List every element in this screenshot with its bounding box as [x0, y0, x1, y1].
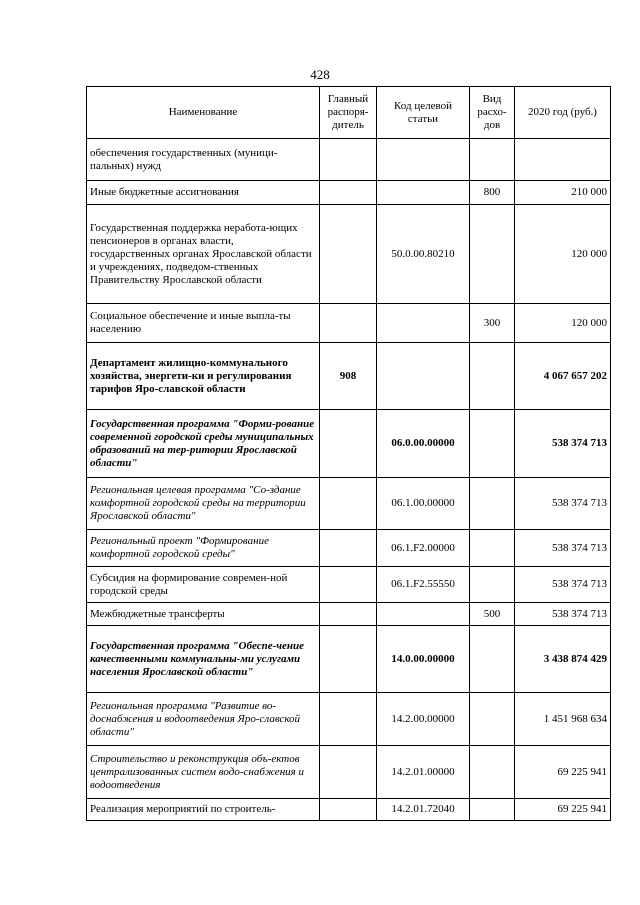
- row-name: Межбюджетные трансферты: [87, 603, 320, 626]
- row-amount: 69 225 941: [515, 746, 611, 799]
- table-row: [87, 626, 611, 693]
- row-name: Реализация мероприятий по строитель-: [87, 799, 320, 821]
- table-row: [87, 410, 611, 478]
- row-name: Департамент жилищно-коммунального хозяйства, энергети-ки и регулирования тарифов Яро-славской области: [87, 343, 320, 410]
- row-code: [377, 603, 470, 626]
- row-name: Иные бюджетные ассигнования: [87, 181, 320, 205]
- row-code: 14.2.01.72040: [377, 799, 470, 821]
- row-name: Региональная программа "Развитие во-доснабжения и водоотведения Яро-славской области": [87, 693, 320, 746]
- row-amount: 210 000: [515, 181, 611, 205]
- page-number: 428: [310, 67, 330, 82]
- row-amount: 538 374 713: [515, 478, 611, 530]
- row-admin: [320, 603, 377, 626]
- table-row: [87, 181, 611, 205]
- table-row: [87, 530, 611, 567]
- table-row: [87, 139, 611, 181]
- row-code: 50.0.00.80210: [377, 205, 470, 304]
- row-amount: 4 067 657 202: [515, 343, 611, 410]
- row-name: Государственная программа "Обеспе-чение качественными коммунальны-ми услугами населения Ярославской области": [87, 626, 320, 693]
- row-type: [470, 478, 515, 530]
- table-row: [87, 205, 611, 304]
- row-amount: 1 451 968 634: [515, 693, 611, 746]
- row-type: [470, 205, 515, 304]
- row-code: 06.1.F2.00000: [377, 530, 470, 567]
- row-type: [470, 343, 515, 410]
- row-name: Государственная программа "Форми-рование современной городской среды муниципальных образований на тер-ритории Ярославской области": [87, 410, 320, 478]
- row-code: 06.1.F2.55550: [377, 567, 470, 603]
- row-code: [377, 304, 470, 343]
- row-type: 300: [470, 304, 515, 343]
- row-type: [470, 799, 515, 821]
- row-name: Субсидия на формирование современ-ной городской среды: [87, 567, 320, 603]
- row-admin: [320, 799, 377, 821]
- table-row: [87, 567, 611, 603]
- row-type: [470, 410, 515, 478]
- row-admin: [320, 304, 377, 343]
- table-row: [87, 603, 611, 626]
- row-amount: 538 374 713: [515, 530, 611, 567]
- row-name: Региональная целевая программа "Со-здание комфортной городской среды на территории Ярославской области": [87, 478, 320, 530]
- row-code: [377, 181, 470, 205]
- row-admin: 908: [320, 343, 377, 410]
- row-name: Социальное обеспечение и иные выпла-ты населению: [87, 304, 320, 343]
- header-admin: Главный распоря-дитель: [320, 87, 377, 139]
- row-admin: [320, 410, 377, 478]
- row-type: [470, 746, 515, 799]
- table-header-row: [87, 87, 611, 139]
- row-type: [470, 567, 515, 603]
- row-type: [470, 530, 515, 567]
- row-name: Государственная поддержка неработа-ющих пенсионеров в органах власти, государственных органах Ярославской области и учреждениях, подведом-ственных Правительству Ярославской области: [87, 205, 320, 304]
- row-amount: 538 374 713: [515, 410, 611, 478]
- row-amount: 69 225 941: [515, 799, 611, 821]
- row-admin: [320, 626, 377, 693]
- table-row: [87, 746, 611, 799]
- row-type: [470, 626, 515, 693]
- row-admin: [320, 530, 377, 567]
- row-admin: [320, 181, 377, 205]
- row-amount: 3 438 874 429: [515, 626, 611, 693]
- table-row: [87, 693, 611, 746]
- row-code: 14.2.00.00000: [377, 693, 470, 746]
- row-name: Региональный проект "Формирование комфортной городской среды": [87, 530, 320, 567]
- row-amount: 538 374 713: [515, 567, 611, 603]
- row-code: 06.1.00.00000: [377, 478, 470, 530]
- table-row: [87, 799, 611, 821]
- header-type: Вид расхо-дов: [470, 87, 515, 139]
- budget-table: [86, 86, 611, 821]
- row-admin: [320, 205, 377, 304]
- row-type: 500: [470, 603, 515, 626]
- row-amount: 538 374 713: [515, 603, 611, 626]
- table-row: [87, 304, 611, 343]
- row-admin: [320, 746, 377, 799]
- row-name: обеспечения государственных (муници-пальных) нужд: [87, 139, 320, 181]
- row-code: [377, 343, 470, 410]
- header-amount: 2020 год (руб.): [515, 87, 611, 139]
- row-amount: [515, 139, 611, 181]
- row-admin: [320, 567, 377, 603]
- row-admin: [320, 693, 377, 746]
- header-code: Код целевой статьи: [377, 87, 470, 139]
- row-admin: [320, 139, 377, 181]
- row-code: 14.2.01.00000: [377, 746, 470, 799]
- row-code: [377, 139, 470, 181]
- row-admin: [320, 478, 377, 530]
- header-name: Наименование: [87, 87, 320, 139]
- row-amount: 120 000: [515, 205, 611, 304]
- row-type: 800: [470, 181, 515, 205]
- row-amount: 120 000: [515, 304, 611, 343]
- row-code: 14.0.00.00000: [377, 626, 470, 693]
- table-row: [87, 478, 611, 530]
- row-type: [470, 139, 515, 181]
- row-code: 06.0.00.00000: [377, 410, 470, 478]
- row-name: Строительство и реконструкция объ-ектов централизованных систем водо-снабжения и водоотведения: [87, 746, 320, 799]
- row-type: [470, 693, 515, 746]
- table-row: [87, 343, 611, 410]
